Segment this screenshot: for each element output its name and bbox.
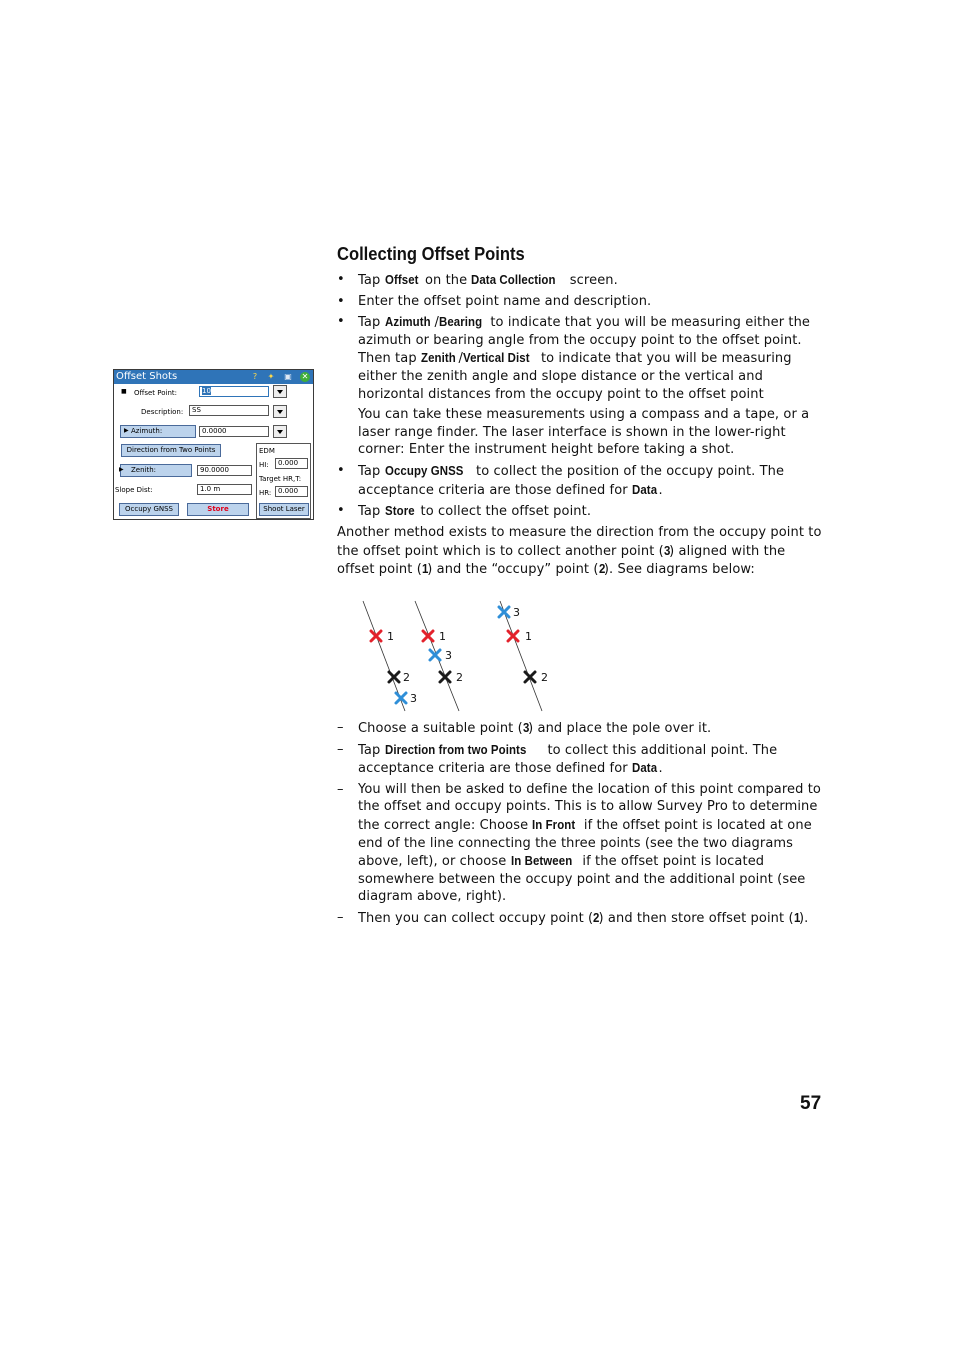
azimuth-arrow-icon: ▶ <box>124 427 129 434</box>
step-bold-term: 1 <box>793 909 801 925</box>
zenith-arrow-icon: ▶ <box>119 466 124 473</box>
bullet-bold-term: Store <box>384 503 415 519</box>
step-marker: – <box>337 741 344 757</box>
hr-input[interactable]: 0.000 <box>275 486 308 497</box>
bullet-bold-term: Bearing <box>439 314 483 330</box>
offset-point-input[interactable]: 10 <box>199 386 269 397</box>
bullet-note: You can take these measurements using a compass and a tape, or a laser range finder. The laser interface is shown in the lower-right corner: Enter the instrument height before taking a shot. <box>358 407 810 458</box>
store-button[interactable]: Store <box>187 503 249 516</box>
hi-input[interactable]: 0.000 <box>275 458 308 469</box>
edm-label: EDM <box>259 447 275 455</box>
bullet-text: Tap Offset on the Data Collection screen. <box>358 272 618 288</box>
step-text: Choose a suitable point (3) and place the pole over it. <box>358 720 712 736</box>
method-paragraph: Another method exists to measure the direction from the occupy point to the offset point which is to collect another point (3) aligned with the offset point (1) and the “occupy” point (2). See diagrams below: <box>337 525 822 578</box>
step-bold-term: Direction from two Points <box>384 741 526 757</box>
bullet-bold-term: Data Collection <box>471 272 557 287</box>
direction-from-two-points-button[interactable]: Direction from Two Points <box>121 444 221 457</box>
procedure-steps <box>337 719 827 931</box>
diagram-3-offset-point-marker <box>508 631 518 641</box>
hr-label: HR: <box>259 489 272 497</box>
step-text: Then you can collect occupy point (2) and then store offset point (1). <box>358 909 809 926</box>
bullet-item <box>337 313 827 459</box>
bullet-item <box>337 293 827 311</box>
hi-label: HI: <box>259 461 269 469</box>
diagram-2-label-2: 2 <box>456 671 463 684</box>
occupy-gnss-button[interactable]: Occupy GNSS <box>119 503 179 516</box>
diagram-3-label-3: 3 <box>513 606 520 619</box>
bullet-bold-term: Azimuth <box>384 314 431 330</box>
screen-title-bar <box>114 370 313 384</box>
slope-dist-input[interactable]: 1.0 m <box>197 484 252 495</box>
bullet-text: Enter the offset point name and description. <box>358 293 652 309</box>
screen-title: Offset Shots <box>116 371 178 382</box>
offset-shots-screenshot <box>113 369 314 520</box>
offset-point-marker-icon: ■ <box>121 388 127 395</box>
diagram-3-label-2: 2 <box>541 671 548 684</box>
bullet-bold-term: Offset <box>384 272 419 287</box>
bullet-marker: • <box>337 293 345 309</box>
description-label: Description: <box>141 408 184 416</box>
close-icon[interactable]: ✕ <box>301 372 309 381</box>
step-item <box>337 741 827 778</box>
bullet-item <box>337 462 827 499</box>
alignment-diagrams <box>355 596 555 714</box>
step-text: Tap Direction from two Points to collect this additional point. The acceptance criteria are those defined for Data. <box>358 741 778 777</box>
settings-icon[interactable]: ▣ <box>284 372 292 381</box>
step-bold-term: In Between <box>510 853 572 869</box>
bullet-bold-term: Zenith <box>420 350 456 366</box>
azimuth-input[interactable]: 0.0000 <box>199 426 269 437</box>
bullet-bold-term: Data <box>631 481 658 497</box>
step-bold-term: 3 <box>522 720 530 735</box>
bullet-bold-term: Occupy GNSS <box>384 462 464 478</box>
azimuth-toggle-button[interactable]: Azimuth: <box>120 425 196 438</box>
diagram-2-occupy-point-marker <box>440 672 450 682</box>
azimuth-dropdown[interactable] <box>273 425 287 438</box>
diagram-3-label-1: 1 <box>525 630 532 643</box>
target-hr-label: Target HR,T: <box>259 475 302 483</box>
diagram-3-line <box>500 601 542 711</box>
zenith-input[interactable]: 90.0000 <box>197 465 252 476</box>
diagram-2-label-3: 3 <box>445 649 452 662</box>
bullet-text: Tap Occupy GNSS to collect the position of the occupy point. The acceptance criteria are those defined for Data. <box>358 462 785 498</box>
step-marker: – <box>337 720 344 735</box>
zenith-toggle-button[interactable]: Zenith: <box>120 464 192 477</box>
bullet-item <box>337 271 827 290</box>
diagram-1-label-1: 1 <box>387 630 394 643</box>
instruction-bullets <box>337 271 827 524</box>
shoot-laser-button[interactable]: Shoot Laser <box>259 503 309 516</box>
step-bold-term: 2 <box>593 909 600 925</box>
para-bold-term: 1 <box>421 561 429 577</box>
page-number: 57 <box>800 1093 822 1114</box>
diagram-1-label-3: 3 <box>410 692 417 705</box>
diagram-1-occupy-point-marker <box>389 672 399 682</box>
offset-point-label: Offset Point: <box>134 389 177 397</box>
help-icon[interactable]: ? <box>252 372 258 381</box>
diagram-1-offset-point-marker <box>371 631 381 641</box>
diagram-2-label-1: 1 <box>439 630 446 643</box>
description-dropdown[interactable] <box>273 405 287 418</box>
bullet-text: Tap Azimuth /Bearing to indicate that you will be measuring either the azimuth or bearing angle from the occupy point to the offset point. Then tap Zenith /Vertical Dist to indicate that you will be measuring either the zenith angle and slope distance or the vertical and horizontal distances from the occupy point to the offset point <box>358 314 811 402</box>
bullet-item <box>337 502 827 521</box>
step-marker: – <box>337 781 344 797</box>
step-marker: – <box>337 909 344 925</box>
slope-dist-label: Slope Dist: <box>115 486 153 494</box>
bullet-bold-term: Vertical Dist <box>462 350 530 366</box>
bullet-marker: • <box>337 314 345 330</box>
step-item <box>337 719 827 738</box>
bullet-marker: • <box>337 503 345 519</box>
para-bold-term: 3 <box>663 542 671 558</box>
bullet-marker: • <box>337 462 345 478</box>
step-bold-term: In Front <box>532 816 576 832</box>
step-item <box>337 781 827 906</box>
star-tool-icon[interactable]: ✦ <box>267 372 275 381</box>
step-text: You will then be asked to define the location of this point compared to the offset and occupy points. This is to allow Survey Pro to determine the correct angle: Choose In Front if the offset point is located at one end of the line connecting the three points (see the two diagrams above, left), or choose In Between if the offset point is located somewhere between the occupy point and the additional point (see diagram above, right). <box>358 781 821 905</box>
step-item <box>337 909 827 928</box>
description-input[interactable]: SS <box>189 405 269 416</box>
diagram-3-additional-point-marker <box>499 607 509 617</box>
bullet-marker: • <box>337 272 345 287</box>
section-title: Collecting Offset Points <box>337 244 525 264</box>
offset-point-dropdown[interactable] <box>273 385 287 398</box>
bullet-text: Tap Store to collect the offset point. <box>358 503 592 520</box>
step-bold-term: Data <box>631 760 658 776</box>
para-bold-term: 2 <box>598 561 605 577</box>
diagram-1-label-2: 2 <box>403 671 410 684</box>
